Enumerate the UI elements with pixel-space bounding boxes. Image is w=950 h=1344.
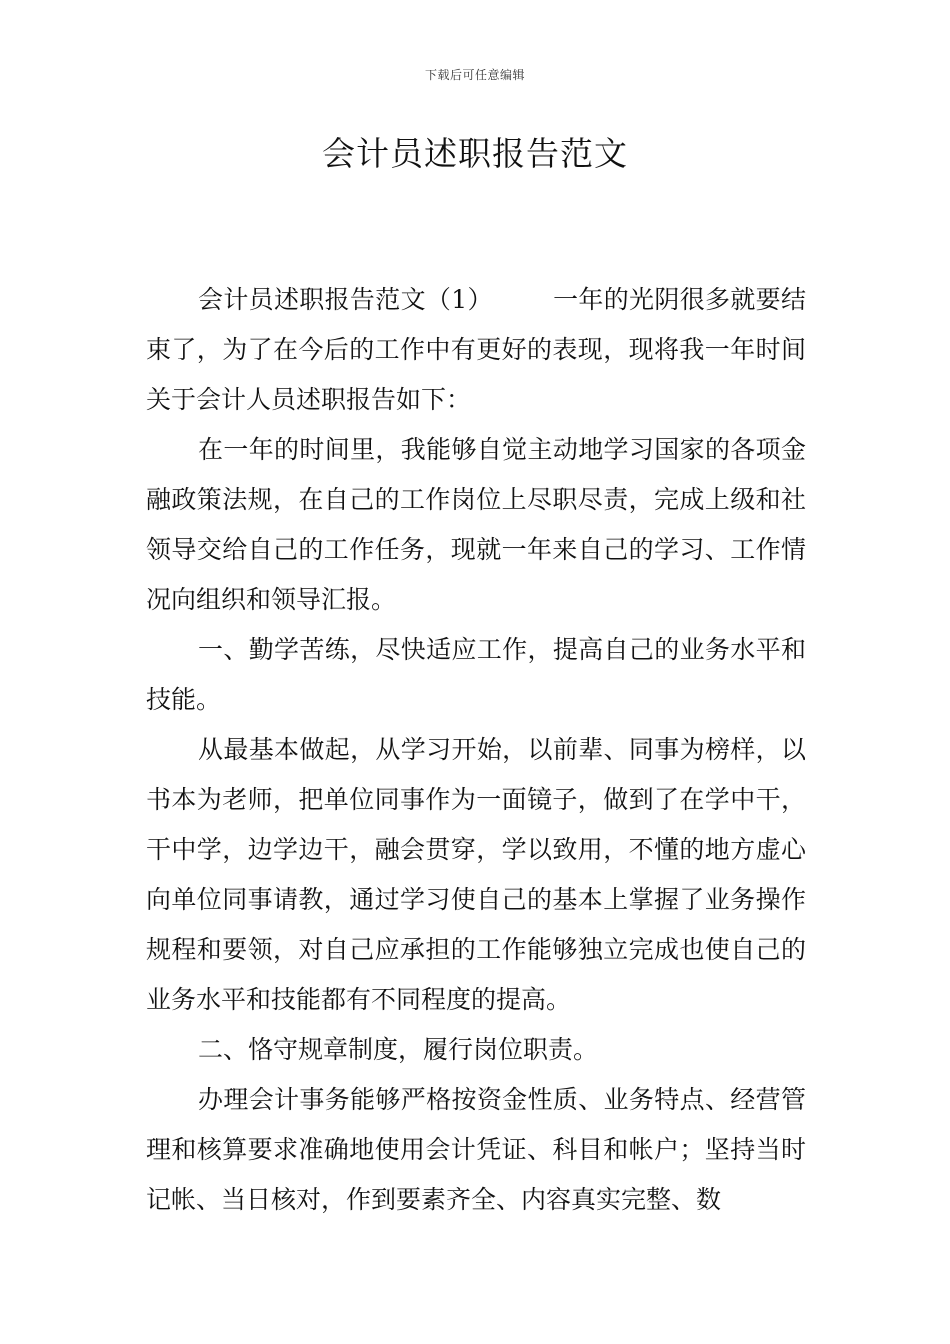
paragraph-6: 办理会计事务能够严格按资金性质、业务特点、经营管理和核算要求准确地使用会计凭证、科目和帐户；坚持当时记帐、当日核对，作到要素齐全、内容真实完整、数	[146, 1085, 806, 1214]
paragraph-3: 一、勤学苦练，尽快适应工作，提高自己的业务水平和技能。	[146, 635, 806, 714]
header-note: 下载后可任意编辑	[424, 68, 525, 82]
paragraph-1	[146, 275, 806, 425]
document-body	[146, 275, 806, 1225]
paragraph-2: 在一年的时间里，我能够自觉主动地学习国家的各项金融政策法规，在自己的工作岗位上尽职尽责，完成上级和社领导交给自己的工作任务，现就一年来自己的学习、工作情况向组织和领导汇报。	[146, 435, 806, 614]
paragraph-1-text: 一年的光阴很多就要结束了，为了在今后的工作中有更好的表现，现将我一年时间关于会计人员述职报告如下：	[146, 285, 806, 414]
section-heading: 会计员述职报告范文（1）	[198, 285, 493, 314]
paragraph-4: 从最基本做起，从学习开始，以前辈、同事为榜样，以书本为老师，把单位同事作为一面镜子，做到了在学中干，干中学，边学边干，融会贯穿，学以致用，不懂的地方虚心向单位同事请教，通过学习使自己的基本上掌握了业务操作规程和要领，对自己应承担的工作能够独立完成也使自己的业务水平和技能都有不同程度的提高。	[146, 735, 806, 1014]
paragraph-5: 二、恪守规章制度，履行岗位职责。	[198, 1035, 599, 1064]
document-title: 会计员述职报告范文	[322, 134, 628, 173]
